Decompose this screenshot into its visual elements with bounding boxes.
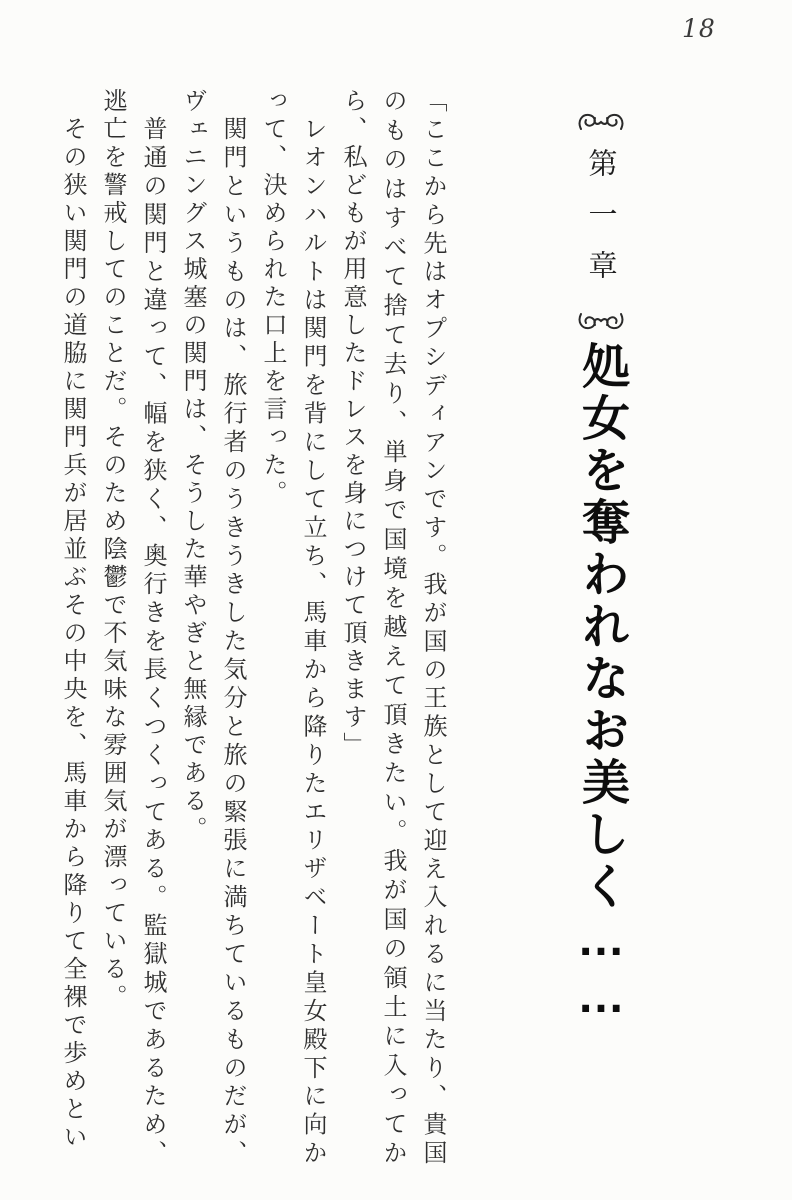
paragraph-dialogue: 「ここから先はオプシディアンです。我が国の王族として迎え入れるに当たり、貴国のものはすべて捨て去り、単身で国境を越えて頂きたい。我が国の領土に入ってから、私どもが用意したドレスを身につけて頂きます」 xyxy=(339,88,445,1169)
paragraph: レオンハルトは関門を背にして立ち、馬車から降りたエリザベート皇女殿下に向かって、決められた口上を言った。 xyxy=(259,88,325,1168)
flourish-bottom-icon xyxy=(574,307,628,333)
body-text xyxy=(52,88,452,1168)
paragraph: 関門というものは、旅行者のうきうきした気分と旅の緊張に満ちているものだが、ヴェニングス城塞の関門は、そうした華やぎと無縁である。 xyxy=(179,88,245,1168)
chapter-title: 処女を奪われなお美しく…… xyxy=(574,341,628,1027)
paragraph: 普通の関門と違って、幅を狭く、奥行きを長くつくってある。監獄城であるため、逃亡を警戒してのことだ。そのため陰鬱で不気味な雰囲気が漂っている。 xyxy=(99,88,165,1168)
page-number: 18 xyxy=(682,14,716,43)
chapter-heading xyxy=(555,110,647,1027)
chapter-number-label: 第一章 xyxy=(584,148,617,301)
paragraph: その狭い関門の道脇に関門兵が居並ぶその中央を、馬車から降りて全裸で歩めとい xyxy=(59,116,85,1152)
flourish-top-icon xyxy=(574,110,628,136)
